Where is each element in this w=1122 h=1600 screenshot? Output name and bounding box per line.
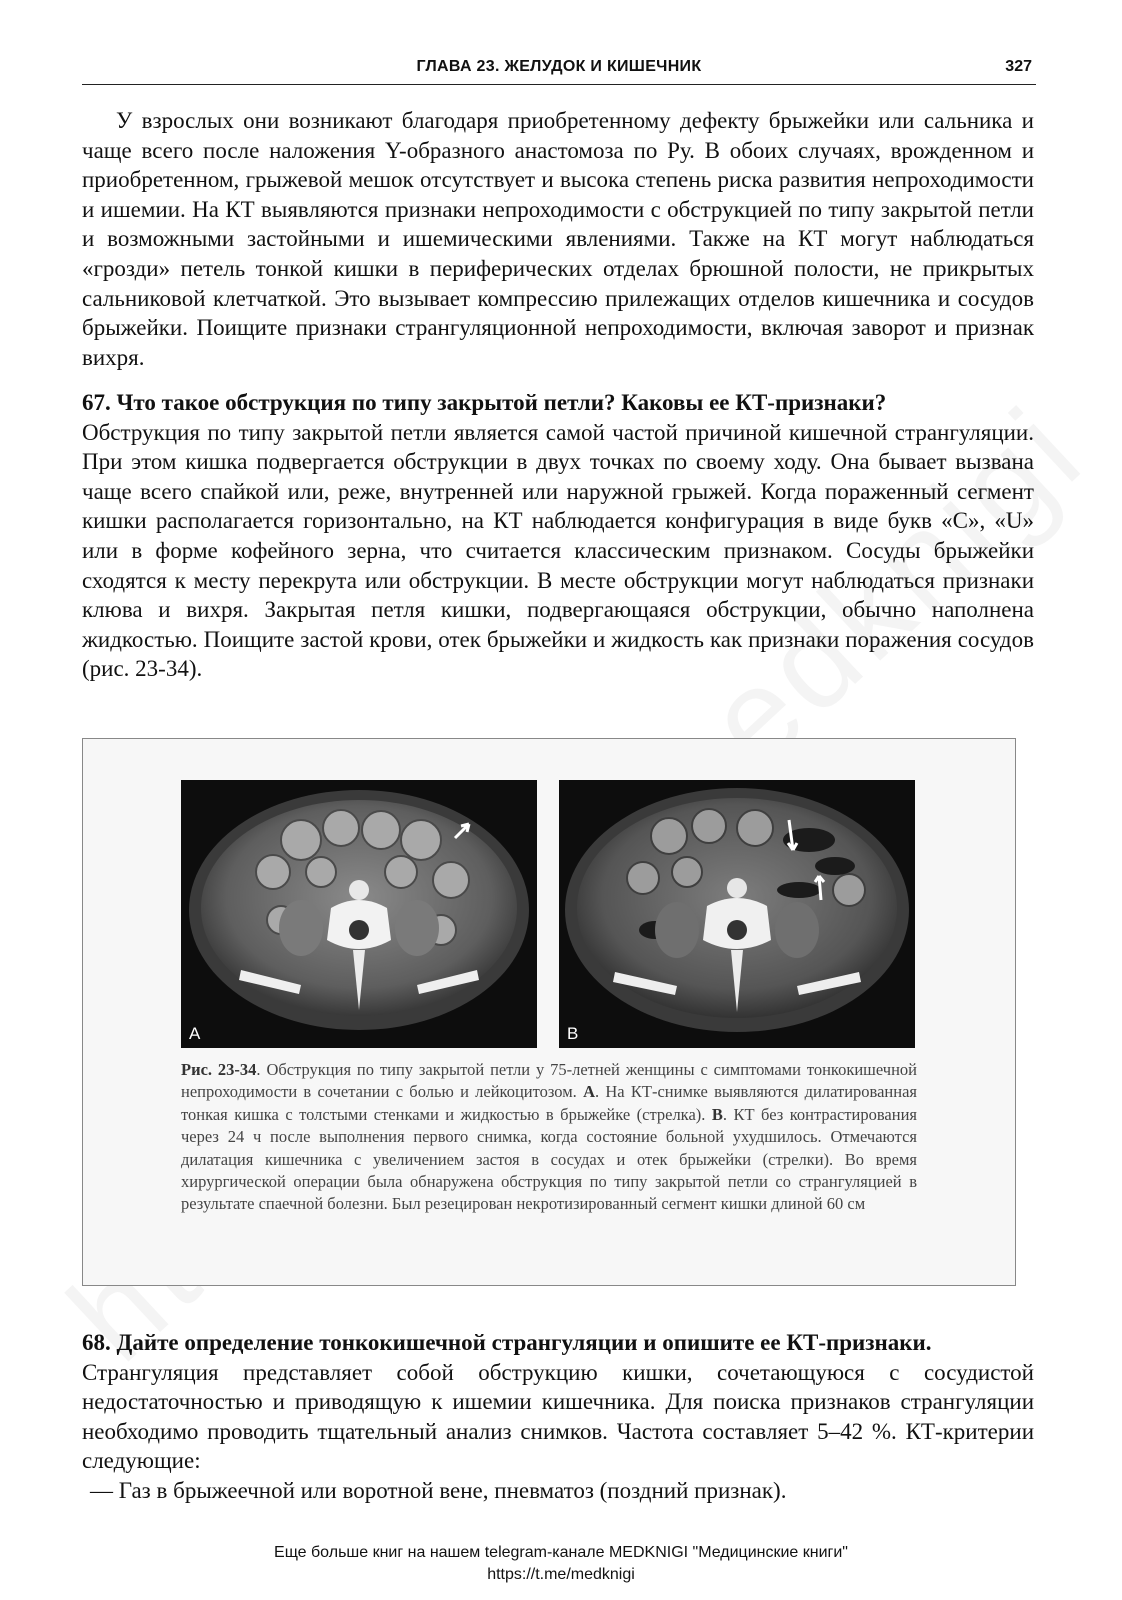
ct-image-a: [181, 780, 537, 1048]
question-67-number: 67.: [82, 390, 111, 415]
question-67-title: Что такое обструкция по типу закрытой петли? Каковы ее КТ-признаки?: [116, 390, 887, 415]
criteria-list-item: — Газ в брыжеечной или воротной вене, пневматоз (поздний признак).: [90, 1477, 787, 1503]
question-67-heading: [82, 388, 1034, 418]
running-header: [82, 58, 1036, 85]
caption-marker-b: В: [711, 1104, 723, 1124]
intro-section: [82, 106, 1034, 372]
panel-b-label: B: [567, 1024, 579, 1043]
question-67-answer: Обструкция по типу закрытой петли является самой частой причиной кишечной странгуляции. При этом кишка подвергается обструкции в двух точках по своему ходу. Она бывает вызвана чаще всего спайкой или, реже, внутренней или наружной грыжей. Когда пораженный сегмент кишки располагается горизонтально, на КТ наблюдается конфигурация в виде букв «С», «U» или в форме кофейного зерна, что считается классическим признаком. Сосуды брыжейки сходятся к месту перекрута или обструкции. В месте обструкции могут наблюдаться признаки клюва и вихря. Закрытая петля кишки, подвергающаяся обструкции, обычно наполнена жидкостью. Поищите застой крови, отек брыжейки и жидкость как признаки поражения сосудов (рис. 23-34).: [82, 419, 1034, 682]
caption-text-part2: . На КТ-снимке выявляются дилатированная тонкая кишка с толстыми стенками и жидкостью в брыжейке (стрелка).: [181, 1082, 917, 1124]
question-68-number: 68.: [82, 1330, 111, 1355]
question-68-heading: [82, 1328, 1034, 1358]
question-68: [82, 1328, 1034, 1506]
question-68-answer: Странгуляция представляет собой обструкцию кишки, сочетающуюся с сосудистой недостаточностью и приводящую к ишемии кишечника. Для поиска признаков странгуляции необходимо проводить тщательный анализ снимков. Частота составляет 5–42 %. КТ-критерии следующие:: [82, 1359, 1034, 1474]
footer-link[interactable]: https://t.me/medknigi: [487, 1566, 635, 1583]
question-68-title: Дайте определение тонкокишечной странгуляции и опишите ее КТ-признаки.: [116, 1330, 932, 1355]
footer-promo-text: Еще больше книг на нашем telegram-канале MEDKNIGI "Медицинские книги": [274, 1544, 848, 1561]
question-67: [82, 388, 1034, 684]
caption-text-part1: . Обструкция по типу закрытой петли у 75-летней женщины с симптомами тонкокишечной непроходимости в сочетании с болью и лейкоцитозом.: [181, 1060, 917, 1102]
figure-23-34: [82, 738, 1016, 1286]
caption-text-part3: . КТ без контрастирования через 24 ч после выполнения первого снимка, когда состояние больной ухудшилось. Отмечаются дилатация кишечника с увеличением застоя в сосудах и отек брыжейки (стрелки). Во время хирургической операции была обнаружена обструкция по типу закрытой петли со странгуляцией в результате спаечной болезни. Был резецирован некротизированный сегмент кишки длиной 60 см: [181, 1104, 917, 1214]
caption-label: Рис. 23-34: [181, 1060, 257, 1079]
caption-marker-a: А: [583, 1082, 595, 1102]
ct-image-b: [559, 780, 915, 1048]
figure-caption: [181, 1059, 917, 1216]
page-number: 327: [1005, 58, 1032, 75]
panel-a-label: A: [189, 1024, 201, 1043]
chapter-title: ГЛАВА 23. ЖЕЛУДОК И КИШЕЧНИК: [416, 58, 702, 75]
intro-paragraph: У взрослых они возникают благодаря приобретенному дефекту брыжейки или сальника и чаще всего после наложения Y-образного анастомоза по Ру. В обоих случаях, врожденном и приобретенном, грыжевой мешок отсутствует и высока степень риска развития непроходимости и ишемии. На КТ выявляются признаки непроходимости с обструкцией по типу закрытой петли и возможными застойными и ишемическими явлениями. Также на КТ могут наблюдаться «грозди» петель тонкой кишки в периферических отделах брюшной полости, не прикрытых сальниковой клетчаткой. Это вызывает компрессию прилежащих отделов кишечника и сосудов брыжейки. Поищите признаки странгуляционной непроходимости, включая заворот и признак вихря.: [82, 108, 1034, 370]
